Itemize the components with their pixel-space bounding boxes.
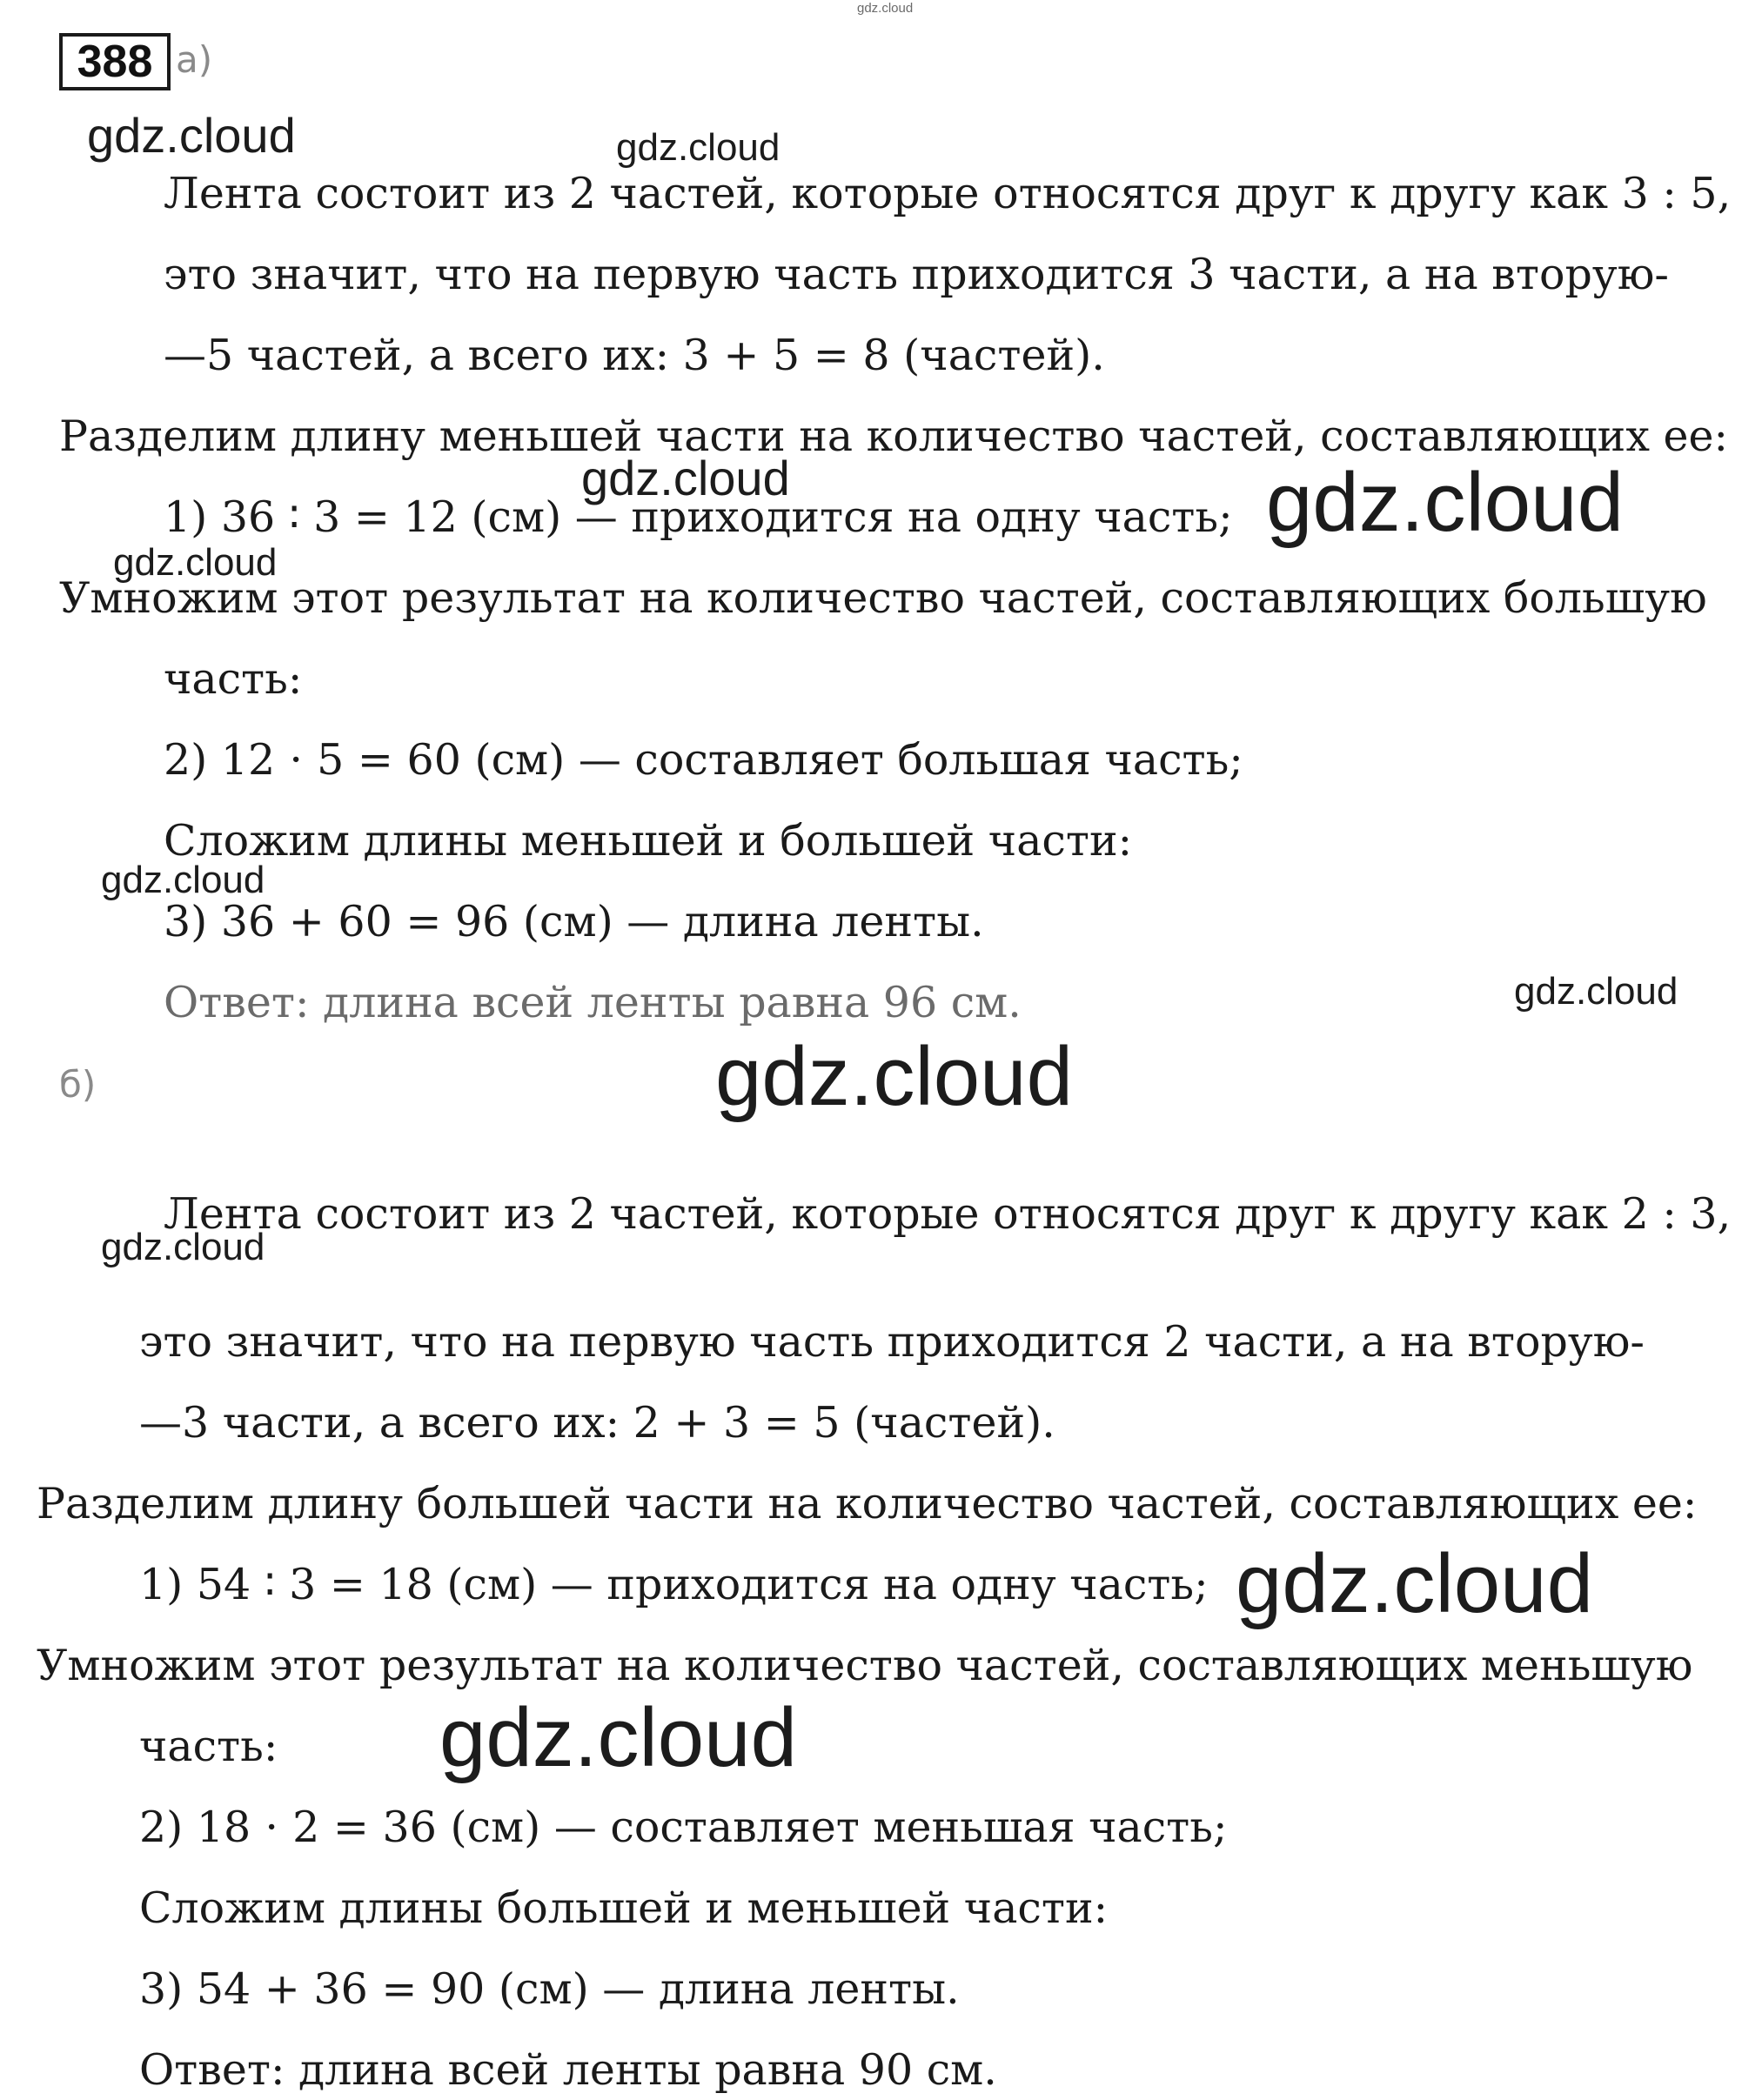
part-b-step-2: 2) 18 ⋅ 2 = 36 (см) — составляет меньшая часть; (139, 1802, 1228, 1852)
problem-number: 388 (59, 33, 171, 90)
watermark: gdz.cloud (581, 451, 790, 505)
part-b-multiply-text: Умножим этот результат на количество частей, составляющих меньшую (37, 1641, 1693, 1690)
part-a-intro-1: Лента состоит из 2 частей, которые относятся друг к другу как 3 : 5, (164, 169, 1732, 218)
watermark: gdz.cloud (101, 859, 265, 901)
watermark: gdz.cloud (87, 108, 296, 163)
watermark: gdz.cloud (101, 1226, 265, 1268)
part-a-add-text: Сложим длины меньшей и большей части: (164, 816, 1133, 866)
watermark: gdz.cloud (1266, 456, 1624, 549)
part-b-intro-3: —3 части, а всего их: 2 + 3 = 5 (частей). (139, 1398, 1055, 1448)
part-b-step-1: 1) 54 ∶ 3 = 18 (см) — приходится на одну часть; (139, 1560, 1209, 1609)
part-a-intro-2: это значит, что на первую часть приходится 3 части, а на вторую- (164, 250, 1669, 299)
part-a-divide-text: Разделим длину меньшей части на количество частей, составляющих ее: (59, 411, 1729, 461)
part-a-label: а) (176, 38, 213, 81)
part-b-answer: Ответ: длина всей ленты равна 90 см. (139, 2045, 997, 2095)
watermark: gdz.cloud (439, 1691, 797, 1784)
watermark: gdz.cloud (113, 541, 278, 584)
part-b-intro-1: Лента состоит из 2 частей, которые относятся друг к другу как 2 : 3, (164, 1189, 1732, 1239)
watermark: gdz.cloud (1236, 1537, 1593, 1630)
part-a-step-3: 3) 36 + 60 = 96 (см) — длина ленты. (164, 897, 984, 946)
part-b-divide-text: Разделим длину большей части на количество частей, составляющих ее: (37, 1479, 1698, 1528)
watermark: gdz.cloud (1514, 970, 1678, 1013)
part-a-step-1: 1) 36 ∶ 3 = 12 (см) — приходится на одну часть; (164, 492, 1233, 542)
part-b-multiply-text-cont: часть: (139, 1722, 278, 1771)
part-a-answer: Ответ: длина всей ленты равна 96 см. (164, 978, 1022, 1027)
part-a-step-2: 2) 12 ⋅ 5 = 60 (см) — составляет большая часть; (164, 735, 1243, 785)
part-b-label: б) (59, 1063, 97, 1106)
watermark-top: gdz.cloud (857, 1, 914, 16)
part-a-multiply-text-cont: часть: (164, 654, 303, 704)
part-b-add-text: Сложим длины большей и меньшей части: (139, 1883, 1109, 1933)
watermark: gdz.cloud (715, 1030, 1073, 1123)
part-b-step-3: 3) 54 + 36 = 90 (см) — длина ленты. (139, 1964, 960, 2014)
part-b-intro-2: это значит, что на первую часть приходится 2 части, а на вторую- (139, 1317, 1645, 1367)
part-a-intro-3: —5 частей, а всего их: 3 + 5 = 8 (частей). (164, 331, 1105, 380)
part-a-multiply-text: Умножим этот результат на количество частей, составляющих большую (59, 573, 1707, 623)
watermark: gdz.cloud (616, 126, 781, 169)
